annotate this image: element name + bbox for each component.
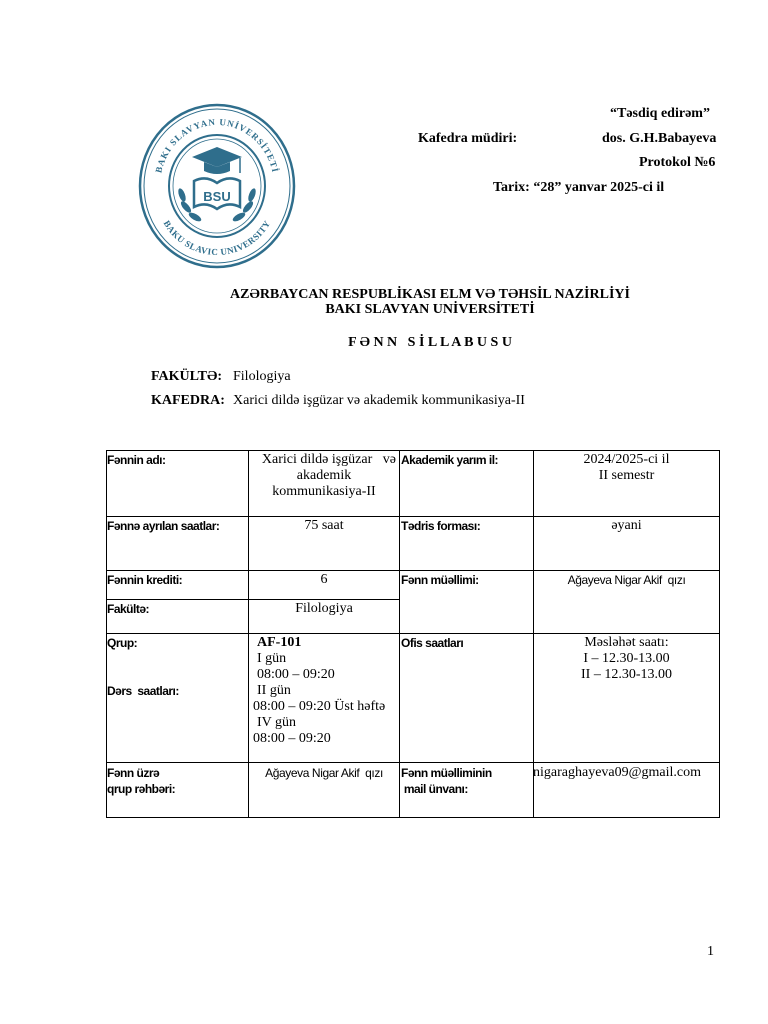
department-label: KAFEDRA:: [151, 393, 225, 408]
office-hours-label: Ofis saatları: [401, 636, 464, 650]
semester-label: Akademik yarım il:: [401, 453, 499, 467]
head-of-department-name: dos. G.H.Babayeva: [602, 131, 717, 146]
protocol-number: Protokol №6: [639, 155, 716, 170]
course-name-label: Fənnin adı:: [107, 453, 166, 467]
svg-text:BSU: BSU: [203, 189, 231, 204]
teacher-email-value[interactable]: nigaraghayeva09@gmail.com: [533, 765, 701, 780]
credit-value: 6: [320, 572, 328, 587]
teacher-email-label: Fənn müəlliminin mail ünvanı:: [401, 766, 492, 796]
schedule-label: Dərs saatları:: [107, 684, 179, 698]
teaching-form-value: əyani: [611, 518, 642, 533]
university-seal-logo: [138, 103, 296, 269]
ministry-name: AZƏRBAYCAN RESPUBLİKASI ELM VƏ TƏHSİL NAZİRLİYİ: [230, 287, 630, 302]
faculty-cell-value: Filologiya: [295, 601, 353, 616]
svg-text:BAKU SLAVIC UNIVERSITY: BAKU SLAVIC UNIVERSITY: [161, 218, 273, 258]
department-value: Xarici dildə işgüzar və akademik kommunikasiya-II: [233, 393, 525, 408]
faculty-value: Filologiya: [233, 369, 291, 384]
document-title: F Ə N N S İ L L A B U S U: [348, 335, 512, 350]
office-hours-value: Məsləhət saatı: I – 12.30-13.00 II – 12.30-13.00: [581, 635, 672, 682]
teaching-form-label: Tədris forması:: [401, 519, 481, 533]
approval-date: Tarix: “28” yanvar 2025-ci il: [493, 180, 665, 195]
credit-label: Fənnin krediti:: [107, 573, 183, 587]
hours-label: Fənnə ayrılan saatlar:: [107, 519, 220, 533]
group-schedule-value: AF-101 I gün 08:00 – 09:20 II gün 08:00 – 09:20 Üst həftə IV gün 08:00 – 09:20: [253, 635, 386, 746]
group-leader-label: Fənn üzrə qrup rəhbəri:: [107, 766, 176, 796]
hours-value: 75 saat: [304, 518, 344, 533]
group-label: Qrup:: [107, 636, 138, 650]
page-number: 1: [707, 944, 714, 959]
head-of-department-label: Kafedra müdiri:: [418, 131, 518, 146]
faculty-label: FAKÜLTƏ:: [151, 369, 223, 384]
approval-text: “Təsdiq edirəm”: [610, 106, 710, 121]
svg-text:BAKI SLAVYAN UNİVERSİTETİ: BAKI SLAVYAN UNİVERSİTETİ: [153, 116, 281, 174]
university-name: BAKI SLAVYAN UNİVERSİTETİ: [325, 302, 535, 317]
semester-value: 2024/2025-ci il II semestr: [583, 452, 670, 483]
course-name-value: Xarici dildə işgüzar və akademik kommunikasiya-II: [261, 452, 396, 499]
course-info-table: [106, 450, 720, 818]
group-leader-value: Ağayeva Nigar Akif qızı: [265, 766, 383, 780]
teacher-label: Fənn müəllimi:: [401, 573, 479, 587]
teacher-value: Ağayeva Nigar Akif qızı: [567, 573, 686, 587]
faculty-cell-label: Fakültə:: [107, 602, 150, 616]
